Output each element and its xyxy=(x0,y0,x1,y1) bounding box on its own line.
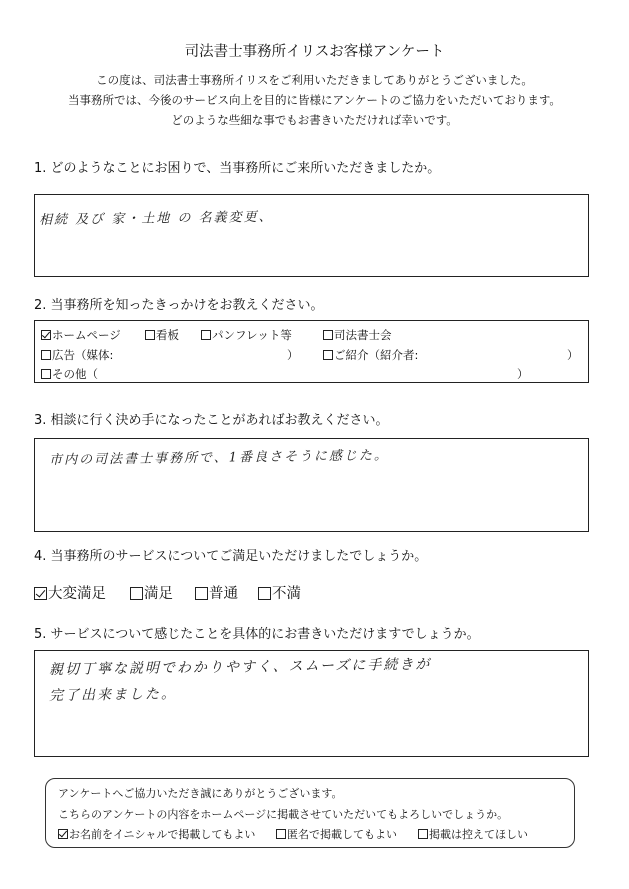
consent-option-decline[interactable]: 掲載は控えてほしい xyxy=(418,826,528,842)
intro-line-3: どのような些細な事でもお書きいただければ幸いです。 xyxy=(171,113,458,127)
option-referral[interactable]: ご紹介（紹介者: xyxy=(323,347,418,363)
question-3-answer-box[interactable] xyxy=(34,438,589,532)
option-very-satisfied[interactable]: 大変満足 xyxy=(34,582,106,603)
option-association[interactable]: 司法書士会 xyxy=(323,327,392,343)
question-1-answer: 相続 及び 家・土地 の 名義変更、 xyxy=(38,209,274,228)
checkbox-icon[interactable] xyxy=(41,369,51,379)
option-other[interactable]: その他（ xyxy=(41,366,98,382)
checkbox-icon[interactable] xyxy=(201,330,211,340)
option-homepage[interactable]: ホームページ xyxy=(41,327,121,343)
checkbox-icon[interactable] xyxy=(323,330,333,340)
question-4-label: 4. 当事務所のサービスについてご満足いただけましたでしょうか。 xyxy=(34,549,428,564)
question-1-label: 1. どのようなことにお困りで、当事務所にご来所いただきましたか。 xyxy=(34,161,441,176)
checkbox-icon[interactable] xyxy=(195,587,208,600)
question-2-label: 2. 当事務所を知ったきっかけをお教えください。 xyxy=(34,298,324,313)
question-5-answer-line-2: 完了出来ました。 xyxy=(48,686,178,704)
question-1-answer-box[interactable] xyxy=(34,194,589,277)
checkbox-icon[interactable] xyxy=(276,829,286,839)
checkbox-checked-icon[interactable] xyxy=(58,829,68,839)
consent-option-anonymous[interactable]: 匿名で掲載してもよい xyxy=(276,826,397,842)
option-referral-close: ） xyxy=(567,348,579,362)
survey-title: 司法書士事務所イリスお客様アンケート xyxy=(184,44,445,60)
publication-consent-box xyxy=(45,778,575,848)
option-neutral[interactable]: 普通 xyxy=(195,582,238,603)
consent-option-initials[interactable]: お名前をイニシャルで掲載してもよい xyxy=(58,826,255,842)
option-other-close: ） xyxy=(517,367,529,381)
checkbox-icon[interactable] xyxy=(145,330,155,340)
footer-question: こちらのアンケートの内容をホームページに掲載させていただいてもよろしいでしょうか。 xyxy=(58,808,509,821)
checkbox-icon[interactable] xyxy=(41,350,51,360)
checkbox-icon[interactable] xyxy=(130,587,143,600)
option-ad[interactable]: 広告（媒体: xyxy=(41,347,113,363)
checkbox-icon[interactable] xyxy=(258,587,271,600)
checkbox-icon[interactable] xyxy=(323,350,333,360)
question-2-options-box xyxy=(34,320,589,383)
checkbox-checked-icon[interactable] xyxy=(41,330,51,340)
option-ad-close: ） xyxy=(287,348,299,362)
question-5-answer-box[interactable] xyxy=(34,650,589,757)
intro-line-1: この度は、司法書士事務所イリスをご利用いただきましてありがとうございました。 xyxy=(96,73,533,87)
footer-thanks: アンケートへご協力いただき誠にありがとうございます。 xyxy=(58,787,343,800)
intro-line-2: 当事務所では、今後のサービス向上を目的に皆様にアンケートのご協力をいただいております。 xyxy=(68,93,561,107)
option-signboard[interactable]: 看板 xyxy=(145,327,179,343)
option-pamphlet[interactable]: パンフレット等 xyxy=(201,327,292,343)
question-3-label: 3. 相談に行く決め手になったことがあればお教えください。 xyxy=(34,413,389,428)
checkbox-checked-icon[interactable] xyxy=(34,587,47,600)
option-dissatisfied[interactable]: 不満 xyxy=(258,582,301,603)
question-5-answer-line-1: 親切丁寧な説明でわかりやすく、スムーズに手続きが xyxy=(48,656,432,678)
checkbox-icon[interactable] xyxy=(418,829,428,839)
question-3-answer: 市内の司法書士事務所で、1番良さそうに感じた。 xyxy=(48,448,390,468)
option-satisfied[interactable]: 満足 xyxy=(130,582,173,603)
question-5-label: 5. サービスについて感じたことを具体的にお書きいただけますでしょうか。 xyxy=(34,627,480,642)
